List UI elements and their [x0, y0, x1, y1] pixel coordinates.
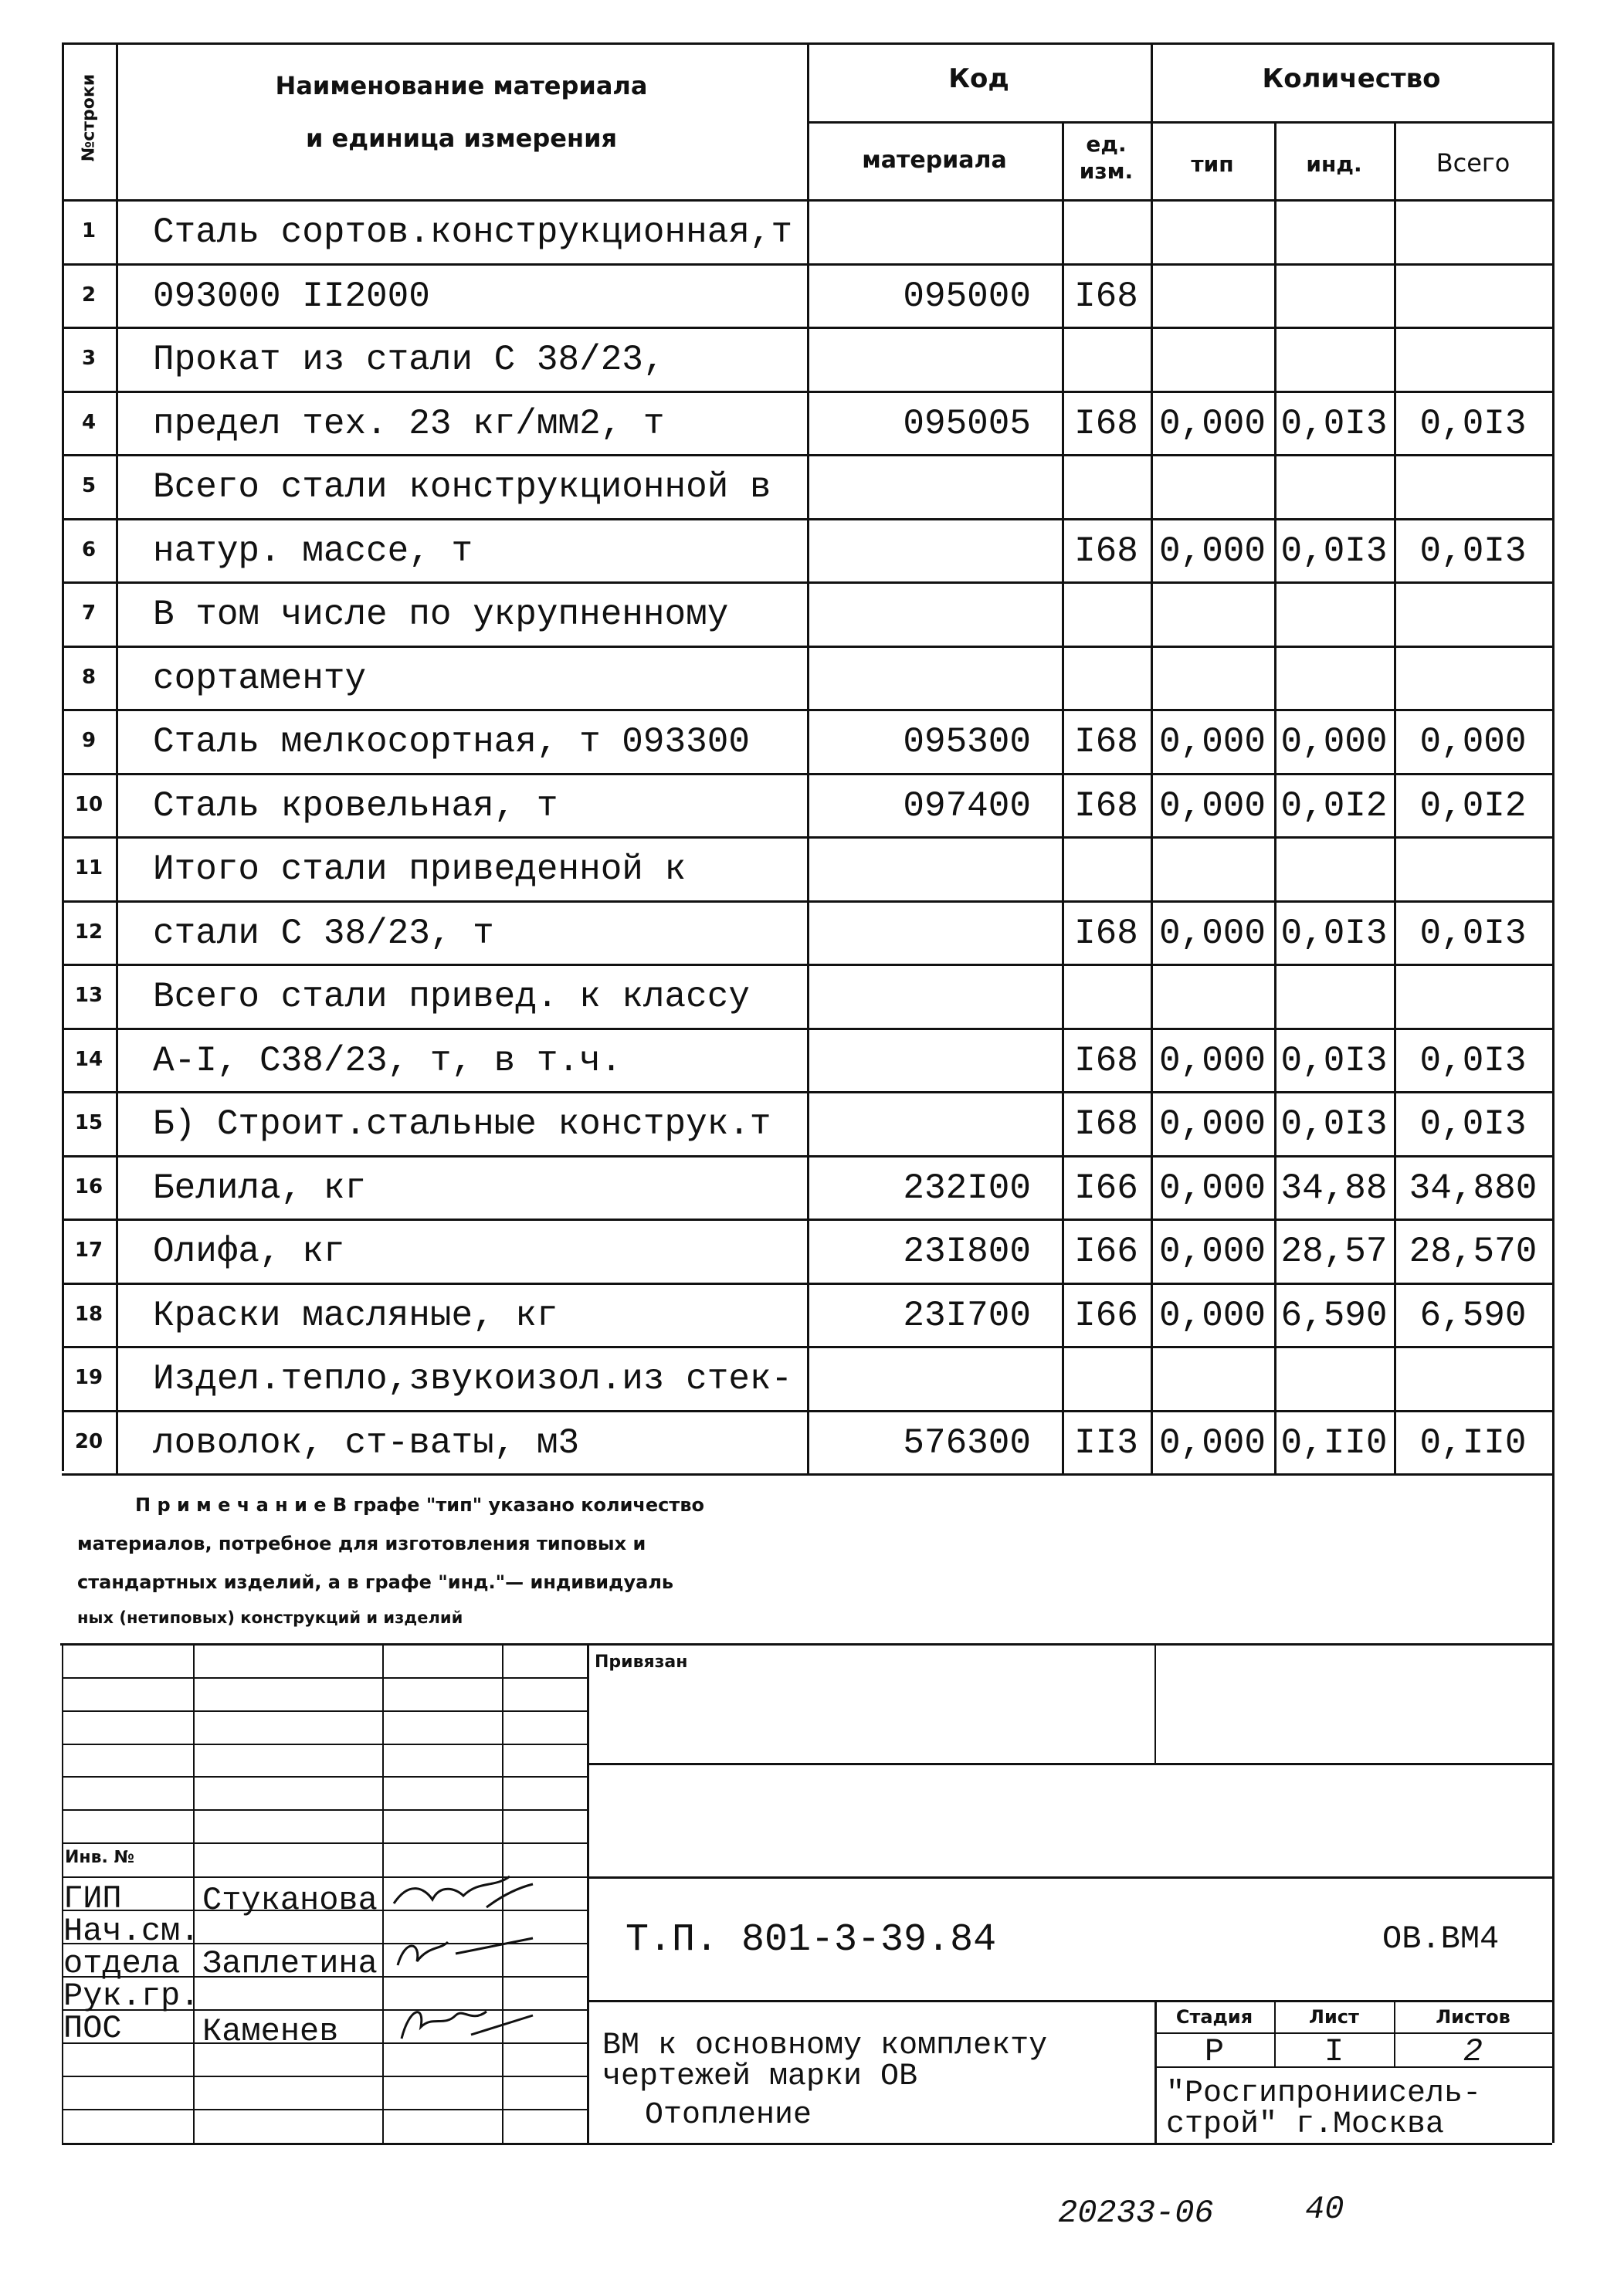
row-number: 16 — [74, 1174, 103, 1198]
stamp-hline-3 — [62, 1744, 587, 1745]
row-name-cell: Издел.тепло,звукоизол.из стек- — [153, 1359, 793, 1399]
document-number: Т.П. 801-3-39.84 — [626, 1918, 997, 1962]
ind-col-header: инд. — [1306, 151, 1362, 177]
row-number: 6 — [81, 537, 97, 561]
title-line-3: Отопление — [645, 2098, 812, 2133]
row-code-cell: 23I800 — [903, 1232, 1031, 1272]
person-dept: Заплетина — [202, 1945, 378, 1982]
row-name-cell: В том числе по укрупненному — [153, 595, 729, 635]
row-divider — [62, 836, 1552, 839]
row-code-cell: 576300 — [903, 1422, 1031, 1463]
row-divider — [62, 391, 1552, 393]
note-line-1: П р и м е ч а н и е В графе "тип" указано количество — [135, 1494, 704, 1516]
stamp-right-h2 — [587, 1876, 1552, 1879]
row-divider — [62, 646, 1552, 648]
stamp-right-h3 — [587, 2000, 1552, 2002]
row-divider — [62, 1155, 1552, 1158]
row-number: 12 — [74, 920, 103, 944]
row-name-cell: Сталь сортов.конструкционная,т — [153, 212, 793, 253]
row-number: 13 — [74, 984, 103, 1007]
row-number: 19 — [74, 1366, 103, 1389]
document-mark: ОВ.ВМ4 — [1382, 1920, 1500, 1957]
row-type-cell: 0,000 — [1158, 1040, 1266, 1081]
row-type-cell: 0,000 — [1158, 403, 1266, 444]
name-header-line2: и единица измерения — [305, 124, 618, 153]
row-divider — [62, 709, 1552, 711]
row-type-cell: 0,000 — [1158, 1232, 1266, 1272]
stamp-vline-right — [1154, 1643, 1156, 1763]
signature-kamenev — [386, 1992, 541, 2046]
row-code-cell: 097400 — [903, 785, 1031, 826]
row-ind-cell: 0,0I3 — [1280, 1104, 1388, 1144]
row-type-cell: 0,000 — [1158, 1104, 1266, 1144]
row-divider — [62, 1410, 1552, 1412]
row-unit-cell: I68 — [1074, 722, 1138, 762]
sheets-value: 2 — [1463, 2033, 1483, 2070]
row-divider — [62, 518, 1552, 520]
row-number: 1 — [81, 219, 97, 242]
row-divider — [62, 263, 1552, 266]
privyazan-label: Привязан — [595, 1652, 688, 1672]
row-code-cell: 095300 — [903, 722, 1031, 762]
row-type-cell: 0,000 — [1158, 722, 1266, 762]
col-divider-rownum — [116, 42, 118, 1475]
row-total-cell: 0,000 — [1419, 722, 1527, 762]
row-unit-cell: I68 — [1074, 913, 1138, 954]
row-number: 18 — [74, 1302, 103, 1326]
header-subdivider — [807, 121, 1552, 124]
row-total-cell: 0,II0 — [1419, 1422, 1527, 1463]
row-unit-cell: I68 — [1074, 785, 1138, 826]
code-header: Код — [948, 63, 1009, 94]
row-unit-cell: I66 — [1074, 1232, 1138, 1272]
row-total-cell: 0,0I3 — [1419, 913, 1527, 954]
row-total-cell: 0,0I3 — [1419, 1040, 1527, 1081]
inventory-number-label: Инв. № — [65, 1848, 135, 1867]
role-group-lead: Рук.гр. — [63, 1978, 200, 2015]
row-divider — [62, 454, 1552, 456]
signature-zapletina — [386, 1923, 541, 1977]
row-number: 11 — [74, 856, 103, 880]
row-unit-cell: I68 — [1074, 530, 1138, 571]
row-type-cell: 0,000 — [1158, 1295, 1266, 1336]
row-code-cell: 095005 — [903, 403, 1031, 444]
row-divider — [62, 1346, 1552, 1348]
header-bottom — [62, 199, 1552, 202]
row-unit-cell: I68 — [1074, 1104, 1138, 1144]
row-name-cell: Итого стали приведенной к — [153, 849, 687, 890]
row-number: 4 — [81, 410, 97, 434]
row-ind-cell: 34,88 — [1280, 1168, 1388, 1208]
note-line-4: ных (нетиповых) конструкций и изделий — [77, 1608, 463, 1627]
row-total-cell: 0,0I2 — [1419, 785, 1527, 826]
stamp-vline-3 — [382, 1643, 384, 2143]
rownum-header: №строки — [79, 73, 99, 162]
row-name-cell: Всего стали привед. к классу — [153, 977, 750, 1017]
row-divider — [62, 1283, 1552, 1285]
row-number: 8 — [81, 665, 97, 689]
role-dept: отдела — [63, 1945, 181, 1982]
stamp-hline-5 — [62, 1809, 587, 1811]
row-number: 15 — [74, 1111, 103, 1134]
stamp-right-h1 — [587, 1763, 1552, 1765]
row-total-cell: 28,570 — [1409, 1232, 1538, 1272]
material-col-header: материала — [862, 147, 1007, 174]
row-divider — [62, 964, 1552, 966]
row-ind-cell: 0,000 — [1280, 722, 1388, 762]
row-total-cell: 0,0I3 — [1419, 530, 1527, 571]
row-ind-cell: 0,0I3 — [1280, 913, 1388, 954]
row-number: 7 — [81, 602, 97, 625]
row-ind-cell: 6,590 — [1280, 1295, 1388, 1336]
row-number: 3 — [81, 347, 97, 370]
row-number: 5 — [81, 474, 97, 497]
row-ind-cell: 0,0I3 — [1280, 403, 1388, 444]
row-name-cell: А-I, С38/23, т, в т.ч. — [153, 1040, 622, 1081]
row-type-cell: 0,000 — [1158, 530, 1266, 571]
row-divider — [62, 1091, 1552, 1093]
row-divider — [62, 327, 1552, 329]
row-name-cell: натур. массе, т — [153, 530, 473, 571]
row-name-cell: сортаменту — [153, 658, 367, 699]
row-number: 20 — [74, 1429, 103, 1453]
row-divider — [62, 773, 1552, 775]
row-ind-cell: 0,0I3 — [1280, 1040, 1388, 1081]
stamp-hline-1 — [62, 1677, 587, 1679]
row-unit-cell: I68 — [1074, 1040, 1138, 1081]
row-number: 2 — [81, 283, 97, 307]
stamp-hline-14 — [62, 2109, 587, 2110]
note-line-2: материалов, потребное для изготовления типовых и — [77, 1533, 646, 1554]
stage-value: Р — [1204, 2033, 1225, 2070]
row-divider — [62, 1028, 1552, 1030]
stamp-vline-2 — [193, 1643, 195, 2143]
role-head: Нач.см. — [63, 1913, 200, 1950]
organization-line-2: строй" г.Москва — [1166, 2107, 1445, 2142]
stamp-bottom — [62, 2143, 1552, 2145]
table-border-right — [1552, 42, 1554, 2143]
row-divider — [62, 1473, 1552, 1476]
row-code-cell: 23I700 — [903, 1295, 1031, 1336]
row-ind-cell: 0,II0 — [1280, 1422, 1388, 1463]
stamp-vline-main — [587, 1643, 589, 2143]
sheets-label: Листов — [1436, 2006, 1510, 2028]
row-number: 14 — [74, 1047, 103, 1071]
person-gip: Стуканова — [202, 1882, 378, 1919]
stage-label: Стадия — [1175, 2006, 1253, 2028]
row-divider — [62, 581, 1552, 584]
row-type-cell: 0,000 — [1158, 1422, 1266, 1463]
person-pos: Каменев — [202, 2013, 339, 2050]
note-line-3: стандартных изделий, а в графе "инд."— индивидуаль — [77, 1571, 674, 1593]
row-code-cell: 095000 — [903, 276, 1031, 317]
row-total-cell: 0,0I3 — [1419, 403, 1527, 444]
stamp-hline-6 — [62, 1842, 587, 1844]
type-col-header: тип — [1191, 151, 1234, 177]
table-border-top — [62, 42, 1552, 45]
row-name-cell: Всего стали конструкционной в — [153, 467, 771, 507]
row-total-cell: 34,880 — [1409, 1168, 1538, 1208]
stamp-hline-2 — [62, 1710, 587, 1712]
sheet-value: I — [1324, 2033, 1344, 2070]
row-ind-cell: 0,0I2 — [1280, 785, 1388, 826]
row-name-cell: Сталь мелкосортная, т 093300 — [153, 722, 750, 762]
role-gip: ГИП — [63, 1880, 122, 1917]
row-ind-cell: 28,57 — [1280, 1232, 1388, 1272]
row-name-cell: Краски масляные, кг — [153, 1295, 558, 1336]
row-name-cell: предел тех. 23 кг/мм2, т — [153, 403, 665, 444]
unit-col-header-1: ед. — [1086, 131, 1127, 157]
role-pos: ПОС — [63, 2010, 122, 2047]
page-number: 40 — [1305, 2191, 1344, 2228]
row-name-cell: Белила, кг — [153, 1168, 367, 1208]
row-unit-cell: I66 — [1074, 1168, 1138, 1208]
row-total-cell: 6,590 — [1419, 1295, 1527, 1336]
row-number: 17 — [74, 1239, 103, 1262]
row-divider — [62, 1219, 1552, 1221]
row-name-cell: Б) Строит.стальные конструк.т — [153, 1104, 771, 1144]
archive-number: 20233-06 — [1058, 2195, 1214, 2232]
row-name-cell: Сталь кровельная, т — [153, 785, 558, 826]
row-name-cell: стали С 38/23, т — [153, 913, 494, 954]
row-name-cell: ловолок, ст-ваты, м3 — [153, 1422, 580, 1463]
row-name-cell: Олифа, кг — [153, 1232, 345, 1272]
row-code-cell: 232I00 — [903, 1168, 1031, 1208]
row-type-cell: 0,000 — [1158, 785, 1266, 826]
row-unit-cell: I68 — [1074, 403, 1138, 444]
row-type-cell: 0,000 — [1158, 1168, 1266, 1208]
row-unit-cell: I68 — [1074, 276, 1138, 317]
row-divider — [62, 900, 1552, 903]
row-name-cell: 093000 II2000 — [153, 276, 430, 317]
row-number: 10 — [74, 792, 103, 816]
quantity-header: Количество — [1262, 63, 1441, 94]
row-unit-cell: I66 — [1074, 1295, 1138, 1336]
row-name-cell: Прокат из стали С 38/23, — [153, 340, 665, 380]
sheet-label: Лист — [1309, 2006, 1359, 2028]
row-number: 9 — [81, 729, 97, 752]
unit-col-header-2: изм. — [1079, 158, 1134, 184]
row-ind-cell: 0,0I3 — [1280, 530, 1388, 571]
total-col-header: Всего — [1436, 148, 1510, 178]
name-header-line1: Наименование материала — [275, 71, 648, 100]
row-type-cell: 0,000 — [1158, 913, 1266, 954]
note-bottom-line — [60, 1643, 1552, 1646]
title-line-1: ВМ к основному комплекту — [602, 2029, 1048, 2063]
row-unit-cell: II3 — [1074, 1422, 1138, 1463]
stamp-hline-4 — [62, 1776, 587, 1778]
signature-stukanova — [386, 1865, 541, 1919]
stamp-hline-13 — [62, 2076, 587, 2077]
row-total-cell: 0,0I3 — [1419, 1104, 1527, 1144]
organization-line-1: "Росгипрониисель- — [1166, 2076, 1482, 2111]
title-line-2: чертежей марки ОВ — [602, 2059, 918, 2094]
